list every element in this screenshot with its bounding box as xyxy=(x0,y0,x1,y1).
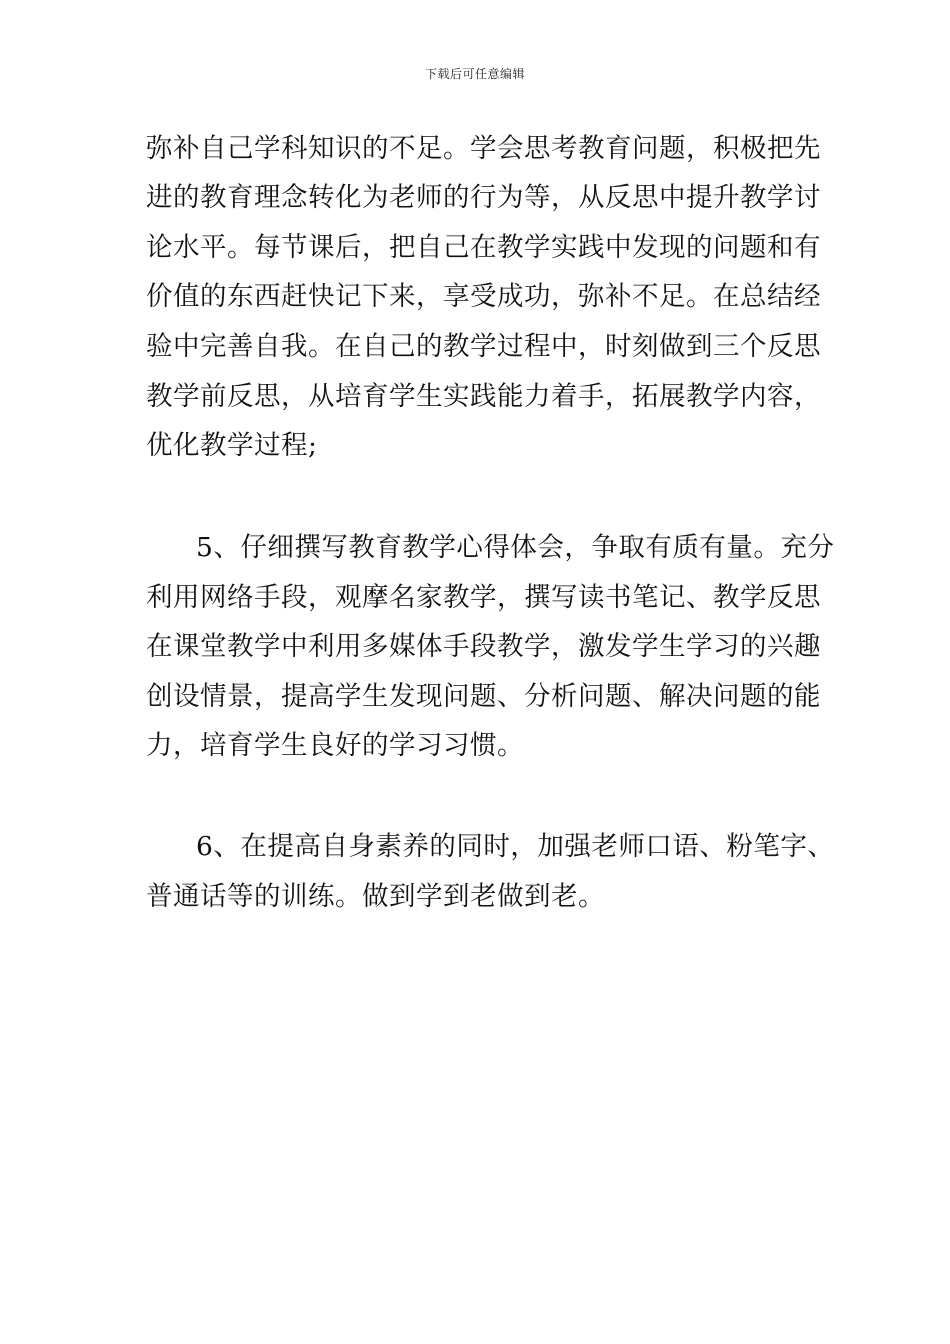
paragraph-1-line-2: 进的教育理念转化为老师的行为等，从反思中提升教学讨 xyxy=(146,182,821,213)
paragraph-2-line-4: 创设情景，提高学生发现问题、分析问题、解决问题的能 xyxy=(146,681,821,712)
paragraph-2-line-5: 力，培育学生良好的学习习惯。 xyxy=(146,730,524,761)
paragraph-1-line-4: 价值的东西赶快记下来，享受成功，弥补不足。在总结经 xyxy=(146,281,821,312)
paragraph-3-line-1: 6、在提高自身素养的同时，加强老师口语、粉笔字、 xyxy=(196,831,835,862)
paragraph-2-line-1: 5、仔细撰写教育教学心得体会，争取有质有量。充分 xyxy=(196,532,835,563)
page-header: 下载后可任意编辑 xyxy=(424,67,525,81)
paragraph-2-line-3: 在课堂教学中利用多媒体手段教学，激发学生学习的兴趣 xyxy=(146,631,821,662)
paragraph-1-line-3: 论水平。每节课后，把自己在教学实践中发现的问题和有 xyxy=(146,232,821,263)
paragraph-2-line-2: 利用网络手段，观摩名家教学，撰写读书笔记、教学反思 xyxy=(146,582,821,613)
paragraph-1-line-6: 教学前反思，从培育学生实践能力着手，拓展教学内容， xyxy=(146,381,821,412)
paragraph-1-line-1: 弥补自己学科知识的不足。学会思考教育问题，积极把先 xyxy=(146,133,821,164)
paragraph-1-line-5: 验中完善自我。在自己的教学过程中，时刻做到三个反思 xyxy=(146,331,821,362)
paragraph-1-line-7: 优化教学过程; xyxy=(146,430,318,461)
paragraph-3-line-2: 普通话等的训练。做到学到老做到老。 xyxy=(146,881,605,912)
